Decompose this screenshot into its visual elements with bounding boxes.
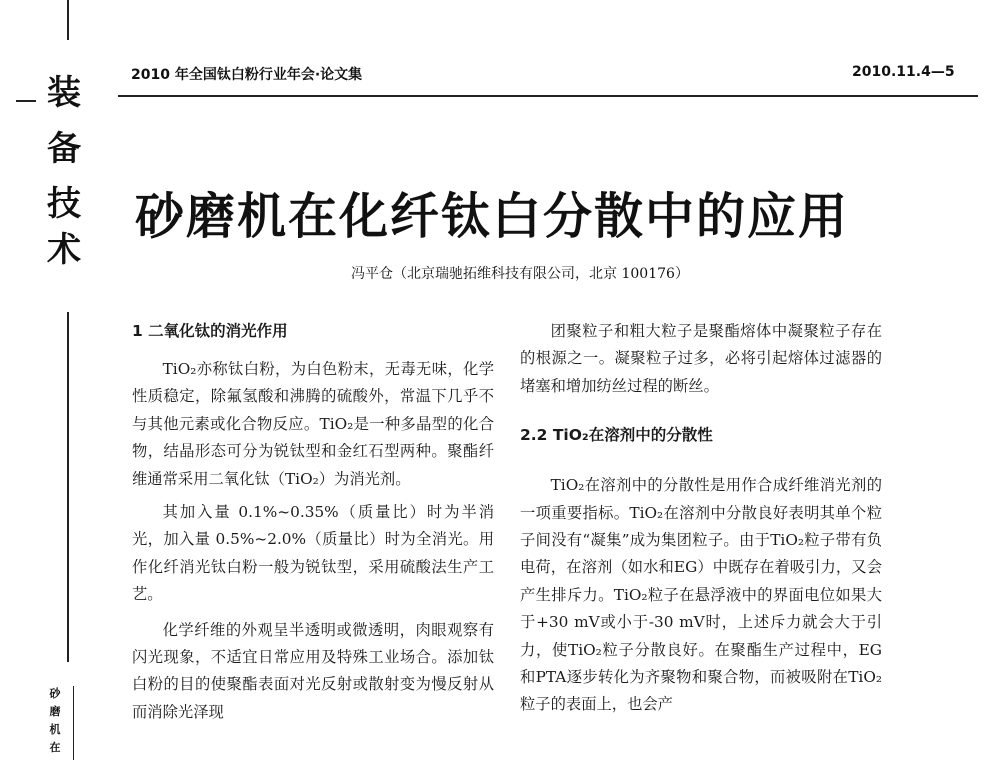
side-char-2: 备 <box>47 129 81 169</box>
header-date: 2010.11.4—5 <box>852 64 955 80</box>
page-title: 砂磨机在化纤钛白分散中的应用 <box>135 188 850 245</box>
author-line: 冯平仓（北京瑞驰拓维科技有限公司，北京 100176） <box>351 266 689 282</box>
header-proceedings: 2010 年全国钛白粉行业年会·论文集 <box>131 67 363 83</box>
section-heading-2-2: 2.2 TiO₂在溶剂中的分散性 <box>520 426 713 445</box>
side-small-char-2: 磨 <box>49 705 61 718</box>
margin-line-lower <box>67 312 69 662</box>
side-small-char-3: 机 <box>49 723 61 736</box>
paragraph: TiO₂亦称钛白粉，为白色粉末，无毒无味，化学性质稳定，除氟氢酸和沸腾的硫酸外，常温下几乎不与其他元素或化合物反应。TiO₂是一种多晶型的化合物，结晶形态可分为锐钛型和金红石型两种。聚酯纤维通常采用二氧化钛（TiO₂）为消光剂。 <box>132 360 494 488</box>
right-column <box>520 318 882 719</box>
margin-line-bottom <box>73 686 74 760</box>
side-char-3: 技 <box>47 184 81 224</box>
margin-tick <box>16 100 36 102</box>
paragraph: TiO₂在溶剂中的分散性是用作合成纤维消光剂的一项重要指标。TiO₂在溶剂中分散良好表明其单个粒子间没有“凝集”成为集团粒子。由于TiO₂粒子带有负电荷，在溶剂（如水和EG）中既存在着吸引力，又会产生排斥力。TiO₂粒子在悬浮液中的界面电位如果大于+30 mV或小于-30 mV时，上述斥力就会大于引力，使TiO₂粒子分散良好。在聚酯生产过程中，EG和PTA逐步转化为齐聚物和聚合物，而被吸附在TiO₂粒子的表面上，也会产 <box>520 476 882 714</box>
side-small-char-1: 砂 <box>49 687 61 700</box>
paragraph: 其加入量 0.1%~0.35%（质量比）时为半消光，加入量 0.5%~2.0%（质量比）时为全消光。用作化纤消光钛白粉一般为锐钛型，采用硫酸法生产工艺。 <box>132 503 494 604</box>
side-char-1: 装 <box>47 73 81 113</box>
header-rule <box>118 95 978 97</box>
side-small-char-4: 在 <box>49 741 61 754</box>
side-char-4: 术 <box>47 230 81 270</box>
section-heading-1: 1 二氧化钛的消光作用 <box>132 322 288 340</box>
left-column <box>132 318 494 726</box>
paragraph: 化学纤维的外观呈半透明或微透明，肉眼观察有闪光现象，不适宜日常应用及特殊工业场合。添加钛白粉的目的使聚酯表面对光反射或散射变为慢反射从而消除光泽现 <box>132 620 494 721</box>
margin-line-top <box>67 0 69 40</box>
paragraph: 团聚粒子和粗大粒子是聚酯熔体中凝聚粒子存在的根源之一。凝聚粒子过多，必将引起熔体过滤器的堵塞和增加纺丝过程的断丝。 <box>520 322 882 395</box>
